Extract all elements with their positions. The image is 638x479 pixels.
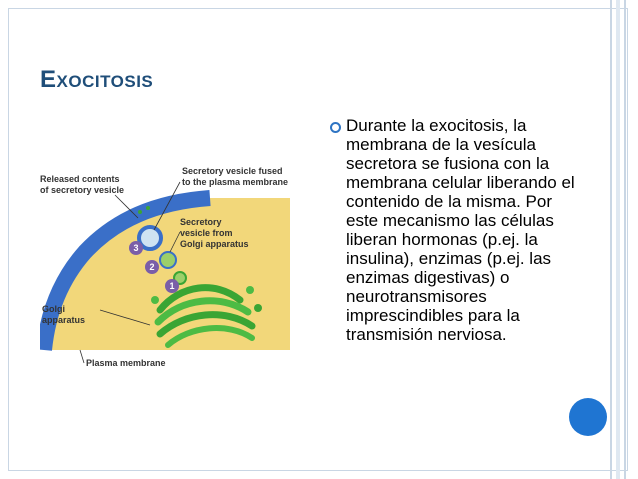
label-plasma: Plasma membrane (86, 358, 166, 368)
label-golgi-2: apparatus (42, 315, 86, 325)
label-released-2: of secretory vesicle (40, 185, 125, 195)
released-dot (146, 206, 150, 210)
exocytosis-figure (40, 160, 300, 375)
leader-line (80, 350, 84, 363)
step-number: 3 (133, 243, 139, 253)
step-number: 1 (169, 281, 175, 291)
secretory-vesicle (160, 252, 176, 268)
label-fused-1: Secretory vesicle fused (182, 166, 283, 176)
decorative-bar (616, 0, 620, 479)
decorative-bar (610, 0, 612, 479)
label-secretory-2: vesicle from (180, 228, 233, 238)
decorative-circle-icon (569, 398, 607, 436)
bullet-text: Durante la exocitosis, la membrana de la vesícula secretora se fusiona con la membrana celular liberando el contenido de la misma. Por este mecanismo las células liberan hormonas (p.ej. la insulina), enzimas (p.ej. las enzimas digestivas) o neurotransmisores imprescindibles para la transmisión nerviosa. (346, 116, 575, 344)
label-secretory-3: Golgi apparatus (180, 239, 249, 249)
exocytosis-diagram (40, 160, 300, 375)
label-golgi-1: Golgi (42, 304, 65, 314)
step-number: 2 (149, 262, 155, 272)
released-dot (138, 210, 142, 214)
label-fused-2: to the plasma membrane (182, 177, 289, 187)
label-released-1: Released contents (40, 174, 120, 184)
bullet-list (330, 116, 580, 344)
bullet-ring-icon (330, 122, 341, 133)
slide-title: Exocitosis (40, 66, 154, 93)
label-secretory-1: Secretory (180, 217, 222, 227)
decorative-bar (624, 0, 626, 479)
